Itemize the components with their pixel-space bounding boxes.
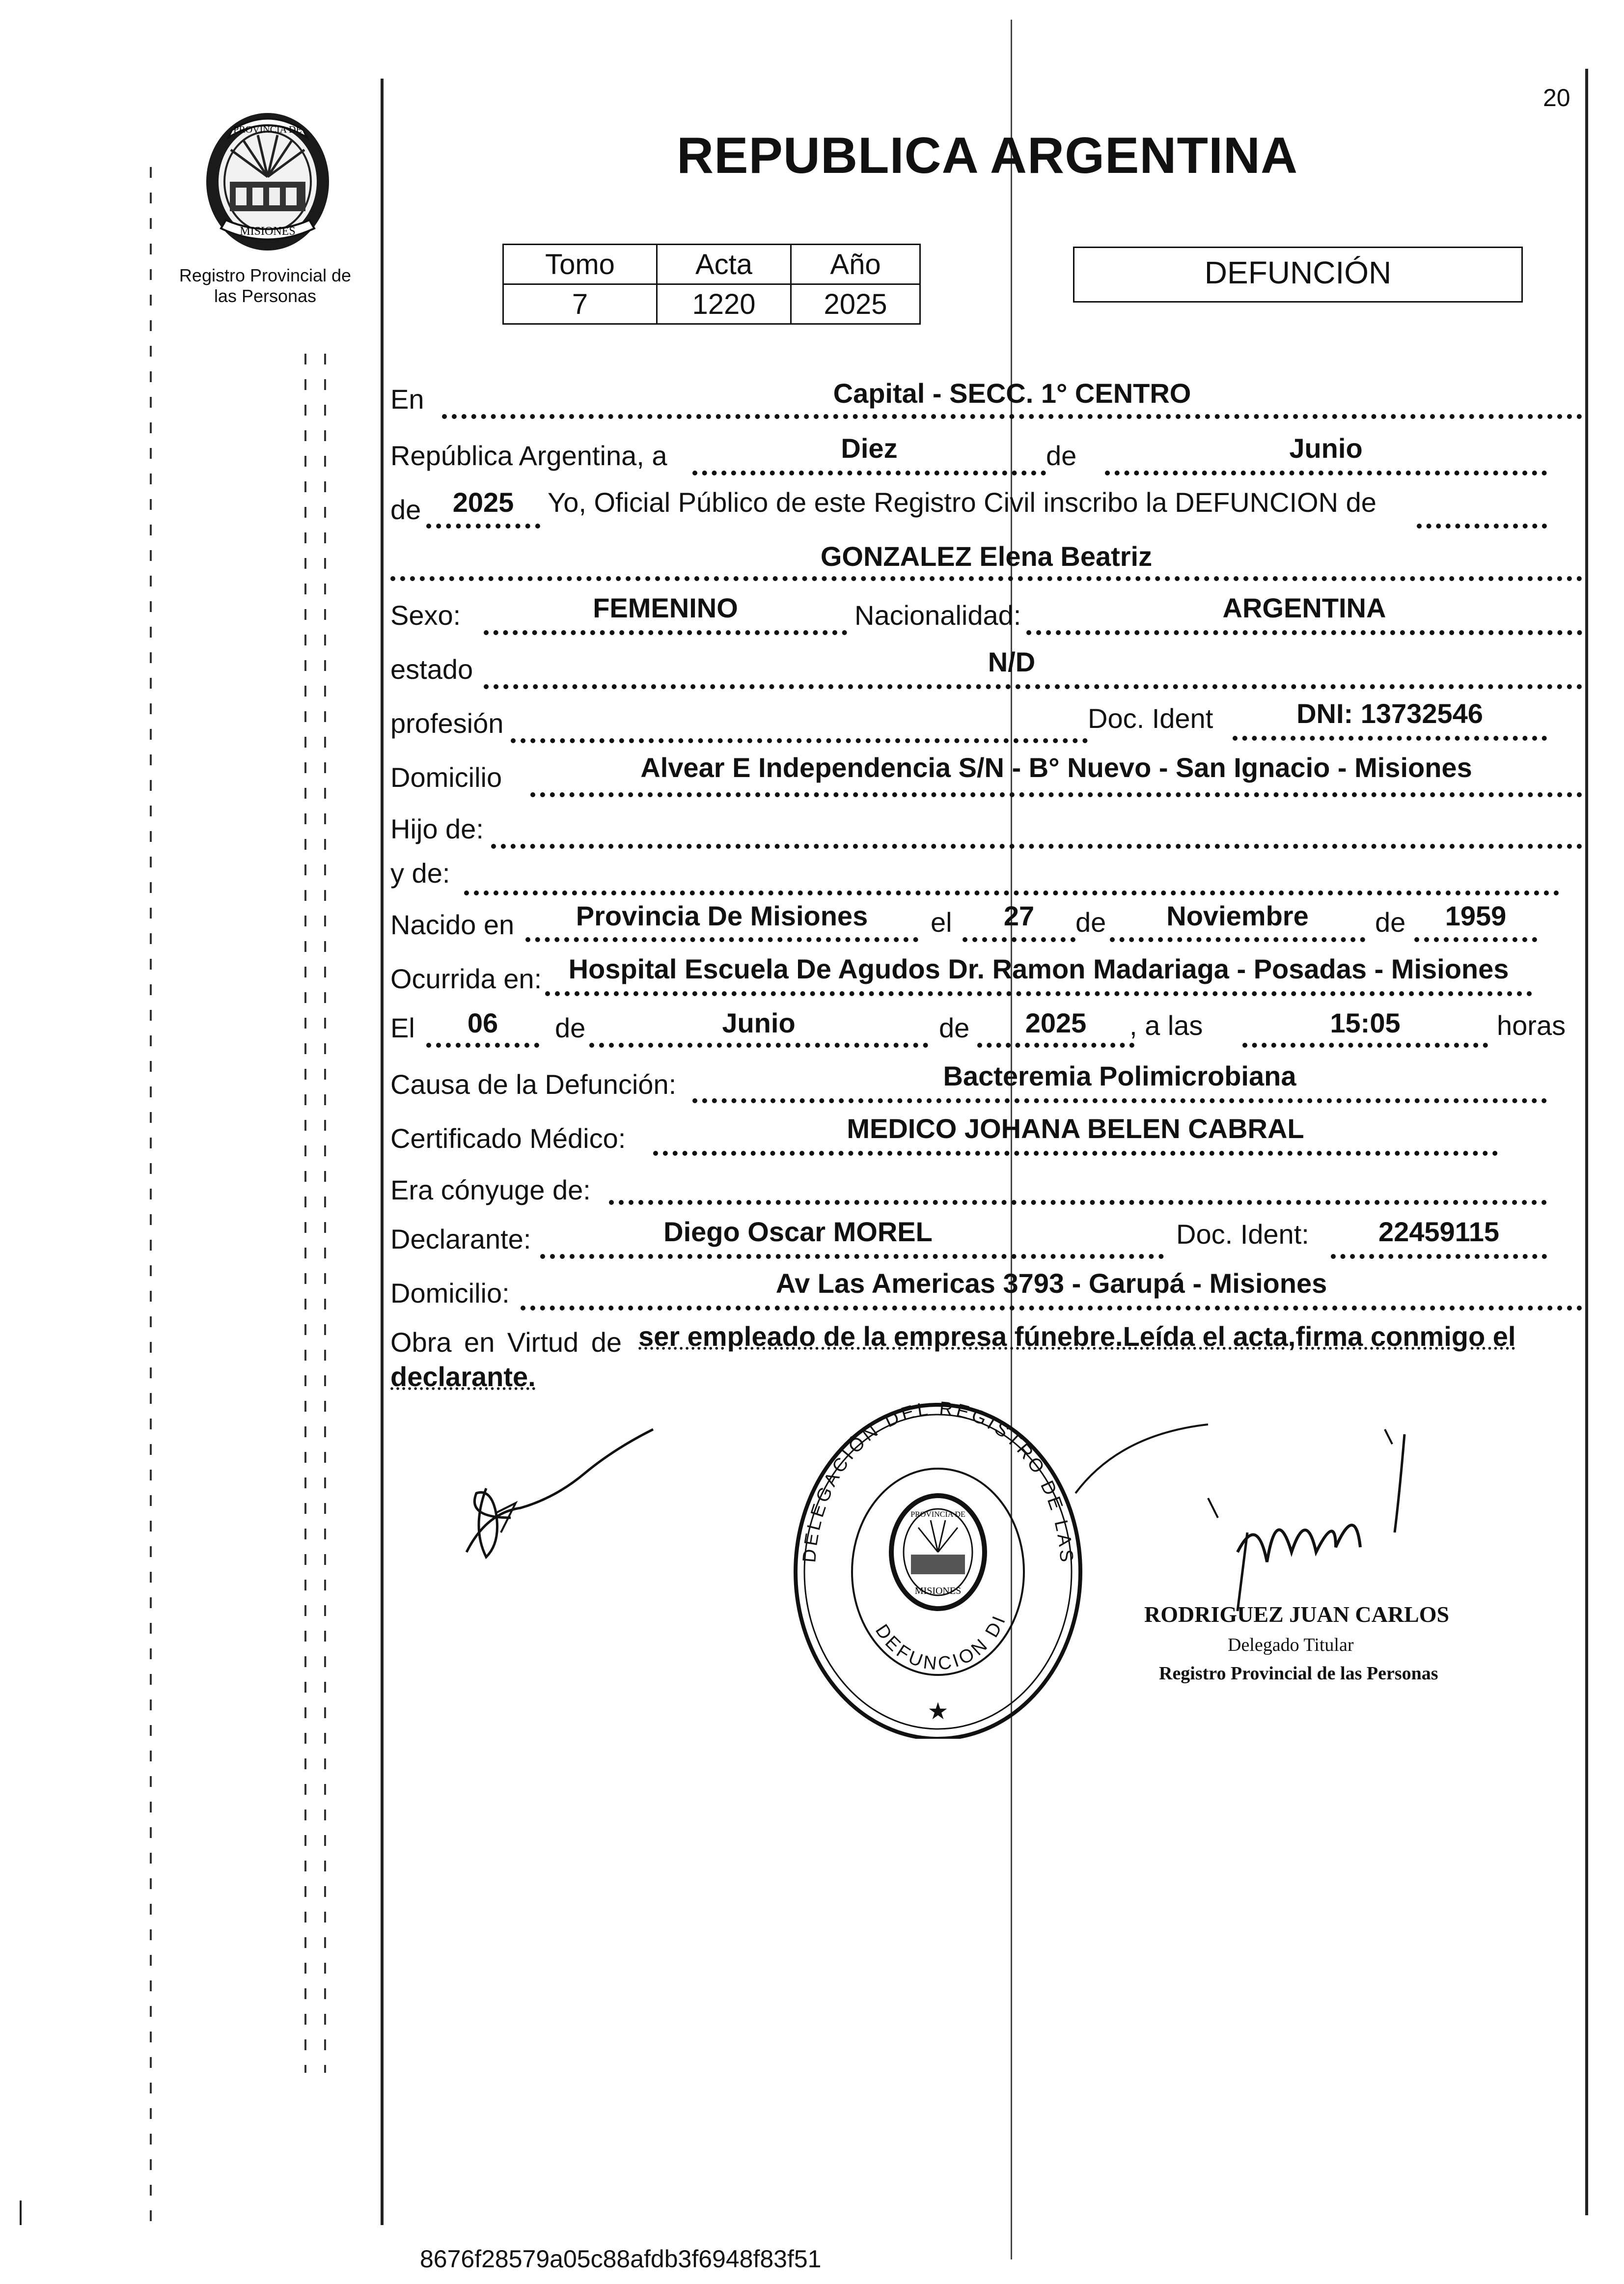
certificado-value: MEDICO JOHANA BELEN CABRAL [847, 1113, 1304, 1144]
nacido-label: Nacido en [390, 909, 515, 940]
register-value-acta: 1220 [657, 284, 791, 324]
certificado-label: Certificado Médico: [390, 1123, 626, 1154]
page-number: 20 [1543, 84, 1570, 111]
stamp-bottom-text: DEFUNCION DI [871, 1611, 1011, 1674]
de-label: de [1046, 440, 1077, 471]
domicilio2-value: Av Las Americas 3793 - Garupá - Misiones [775, 1268, 1327, 1299]
profesion-label: profesión [390, 708, 504, 739]
stamp-star: ★ [927, 1699, 949, 1725]
signatory-title: Delegado Titular [1228, 1635, 1354, 1655]
doc-ident2-label: Doc. Ident: [1176, 1219, 1309, 1250]
left-margin-line [381, 79, 384, 2225]
domicilio-value: Alvear E Independencia S/N - B° Nuevo - San Ignacio - Misiones [640, 752, 1472, 783]
yde-label: y de: [390, 858, 450, 889]
register-value-tomo: 7 [503, 284, 657, 324]
el-label: el [931, 907, 952, 938]
sexo-value: FEMENINO [593, 592, 738, 623]
birth-year-value: 1959 [1445, 900, 1507, 931]
declarante-label: Declarante: [390, 1224, 531, 1254]
logo-caption-line2: las Personas [214, 286, 317, 306]
en-value: Capital - SECC. 1° CENTRO [833, 378, 1191, 409]
day-value: Diez [841, 433, 898, 464]
nacido-value: Provincia De Misiones [576, 900, 868, 931]
birth-de-label: de [1075, 907, 1106, 938]
stamp-inner-seal [891, 1496, 985, 1609]
stamp-inner-top: PROVINCIA DE [910, 1510, 965, 1519]
doc-ident2-value: 22459115 [1378, 1216, 1500, 1247]
declarante-value: Diego Oscar MOREL [663, 1216, 933, 1247]
death-day-value: 06 [467, 1007, 498, 1038]
register-header-tomo: Tomo [503, 245, 657, 284]
yo-text: Yo, Oficial Público de este Registro Civil inscribo la DEFUNCION de [548, 487, 1376, 518]
obra-value-line2: declarante. [390, 1361, 536, 1392]
hijo-line [491, 815, 1582, 849]
declarant-signature [457, 1415, 663, 1577]
estado-label: estado [390, 654, 473, 685]
nacionalidad-label: Nacionalidad: [854, 600, 1021, 631]
register-header-acta: Acta [657, 245, 791, 284]
birth-month-value: Noviembre [1166, 900, 1309, 931]
register-value-anio: 2025 [791, 284, 920, 324]
nacionalidad-value: ARGENTINA [1222, 592, 1386, 623]
seal-top-text: PROVINCIA DE [233, 124, 302, 135]
death-month-value: Junio [722, 1007, 796, 1038]
province-seal-logo [192, 103, 344, 255]
logo-caption [147, 265, 383, 306]
obra-label: Obra en Virtud de [390, 1327, 622, 1358]
hijo-label: Hijo de: [390, 813, 484, 844]
deceased-name: GONZALEZ Elena Beatriz [820, 541, 1153, 572]
month-value: Junio [1289, 433, 1363, 464]
death-de2-label: de [939, 1012, 970, 1043]
document-hash: 8676f28579a05c88afdb3f6948f83f51 [420, 2245, 822, 2273]
horas-label: horas [1497, 1010, 1566, 1041]
yo-line-end [1417, 495, 1547, 529]
sexo-label: Sexo: [390, 600, 461, 631]
alas-label: , a las [1129, 1010, 1203, 1041]
profesion-line [511, 710, 1088, 743]
signatory-block [1144, 1601, 1537, 1684]
doc-ident-label: Doc. Ident [1088, 703, 1213, 734]
ocurrida-label: Ocurrida en: [390, 963, 542, 994]
year-value: 2025 [452, 487, 514, 518]
death-time-value: 15:05 [1330, 1007, 1401, 1038]
estado-value: N/D [988, 646, 1036, 677]
obra-value-line1: ser empleado de la empresa fúnebre.Leída el acta,firma conmigo el [638, 1321, 1516, 1352]
el2-label: El [390, 1012, 415, 1043]
margin-tick [20, 2200, 22, 2225]
yde-line [464, 862, 1559, 895]
en-label: En [390, 384, 424, 415]
register-table [502, 244, 921, 325]
stamp-inner-bottom: MISIONES [914, 1586, 962, 1596]
domicilio-label: Domicilio [390, 762, 502, 793]
republica-label: República Argentina, a [390, 440, 667, 471]
death-de-label: de [555, 1012, 586, 1043]
margin-dashes-2 [304, 354, 306, 2073]
birth-day-value: 27 [1003, 900, 1035, 931]
conyuge-line [609, 1171, 1547, 1205]
causa-value: Bacteremia Polimicrobiana [943, 1060, 1296, 1091]
right-margin-line [1585, 69, 1588, 2215]
de2-label: de [390, 494, 421, 525]
signatory-office: Registro Provincial de las Personas [1159, 1663, 1438, 1684]
stamp-ring-text: DELEGACIÓN DEL REGISTRO DE LAS [799, 1398, 1077, 1566]
birth-de2-label: de [1375, 907, 1406, 938]
signatory-name: RODRIGUEZ JUAN CARLOS [1144, 1602, 1450, 1627]
margin-dashes-1 [150, 167, 152, 2230]
doc-ident-value: DNI: 13732546 [1296, 698, 1483, 729]
margin-dashes-3 [324, 354, 326, 2073]
official-stamp [786, 1385, 1090, 1739]
page-title: REPUBLICA ARGENTINA [677, 127, 1298, 184]
record-type-box: DEFUNCIÓN [1073, 247, 1523, 303]
ocurrida-value: Hospital Escuela De Agudos Dr. Ramon Madariaga - Posadas - Misiones [568, 953, 1509, 984]
register-header-anio: Año [791, 245, 920, 284]
conyuge-label: Era cónyuge de: [390, 1174, 591, 1205]
domicilio2-label: Domicilio: [390, 1278, 510, 1309]
logo-caption-line1: Registro Provincial de [179, 265, 352, 285]
seal-bottom-text: MISIONES [240, 225, 296, 238]
causa-label: Causa de la Defunción: [390, 1069, 677, 1100]
death-year-value: 2025 [1025, 1007, 1087, 1038]
